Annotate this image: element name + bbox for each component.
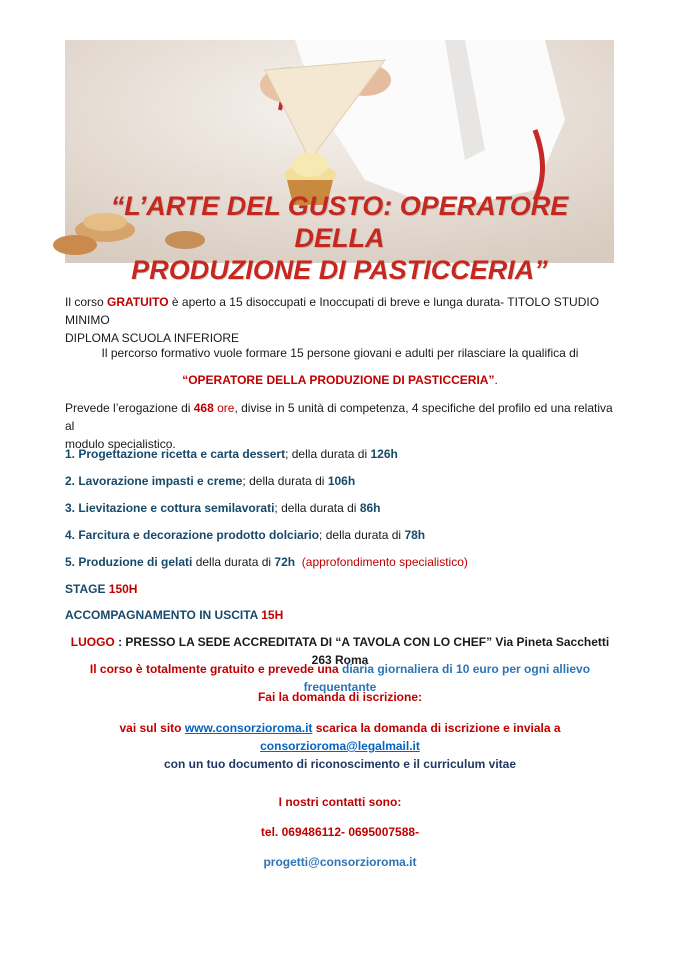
location-separator: : <box>114 635 126 649</box>
module-title: 3. Lievitazione e cottura semilavorati <box>65 501 275 515</box>
accompaniment-line <box>65 606 615 624</box>
website-link[interactable]: www.consorzioroma.it <box>184 721 313 735</box>
purpose-paragraph: Il percorso formativo vuole formare 15 persone giovani e adulti per rilasciare la qualifica di <box>101 346 579 360</box>
module-duration: 126h <box>370 447 398 461</box>
module-duration: 78h <box>404 528 426 542</box>
module-item <box>65 472 615 490</box>
intro-text-2: è aperto a 15 disoccupati e Inoccupati di breve e lunga durata- TITOLO STUDIO MINIMO <box>65 295 600 327</box>
hero-banner <box>65 40 614 285</box>
module-duration-label: della durata di <box>192 555 275 569</box>
intro-text: Il corso <box>65 295 108 309</box>
module-title: 5. Produzione di gelati <box>65 555 193 569</box>
hours-text-3: modulo specialistico. <box>65 437 176 451</box>
location-text: PRESSO LA SEDE ACCREDITATA DI “A TAVOLA CON LO CHEF” Via Pineta Sacchetti 263 Roma <box>125 635 610 667</box>
free-note-text: Il corso è totalmente gratuito e prevede una <box>89 662 342 676</box>
apply-text-3: con un tuo documento di riconoscimento e il curriculum vitae <box>163 757 517 771</box>
location-label: LUOGO <box>70 635 115 649</box>
qualification-title: “OPERATORE DELLA PRODUZIONE DI PASTICCERIA” <box>182 373 495 387</box>
module-duration: 86h <box>359 501 381 515</box>
contacts-email: progetti@consorzioroma.it <box>263 855 417 869</box>
apply-text: vai sul sito <box>119 721 185 735</box>
module-item <box>65 499 615 517</box>
module-title: 2. Lavorazione impasti e creme <box>65 474 243 488</box>
contacts-phone: tel. 069486112- 0695007588- <box>260 825 420 839</box>
accompaniment-value: 15H <box>261 608 284 622</box>
qualification-line <box>60 371 620 389</box>
module-duration-label: ; della durata di <box>285 447 371 461</box>
hero-title <box>65 190 614 286</box>
hero-title-line-1: “L’ARTE DEL GUSTO: OPERATORE DELLA <box>110 191 569 253</box>
hours-number: 468 <box>193 401 214 415</box>
apply-paragraph <box>60 719 620 773</box>
module-item <box>65 526 615 544</box>
module-item <box>65 553 615 571</box>
accompaniment-label: ACCOMPAGNAMENTO IN USCITA <box>65 608 262 622</box>
module-duration-label: ; della durata di <box>274 501 360 515</box>
intro-paragraph <box>65 293 615 347</box>
apply-heading: Fai la domanda di iscrizione: <box>257 690 423 704</box>
stage-value: 150H <box>108 582 138 596</box>
stage-label: STAGE <box>65 582 109 596</box>
module-duration-label: ; della durata di <box>319 528 405 542</box>
module-duration-label: ; della durata di <box>242 474 328 488</box>
module-title: 1. Progettazione ricetta e carta dessert <box>65 447 286 461</box>
stage-line <box>65 580 615 598</box>
intro-text-3: DIPLOMA SCUOLA INFERIORE <box>65 331 240 345</box>
qualification-dot: . <box>494 373 498 387</box>
module-title: 4. Farcitura e decorazione prodotto dolciario <box>65 528 320 542</box>
hero-title-line-2: PRODUZIONE DI PASTICCERIA” <box>131 255 548 285</box>
free-label: GRATUITO <box>107 295 169 309</box>
contacts-heading: I nostri contatti sono: <box>278 795 402 809</box>
hours-unit: ore <box>213 401 235 415</box>
module-item <box>65 445 615 463</box>
legalmail-link[interactable]: consorzioroma@legalmail.it <box>260 739 420 753</box>
module-duration: 72h <box>274 555 296 569</box>
daily-allowance-text: diaria giornaliera di 10 euro per ogni allievo frequentante <box>303 662 591 694</box>
module-extra-note: (approfondimento specialistico) <box>301 555 468 569</box>
apply-text-2: scarica la domanda di iscrizione e inviala a <box>312 721 561 735</box>
hours-text-2: , divise in 5 unità di competenza, 4 specifiche del profilo ed una relativa al <box>65 401 613 433</box>
module-duration: 106h <box>327 474 356 488</box>
hours-text: Prevede l’erogazione di <box>65 401 194 415</box>
